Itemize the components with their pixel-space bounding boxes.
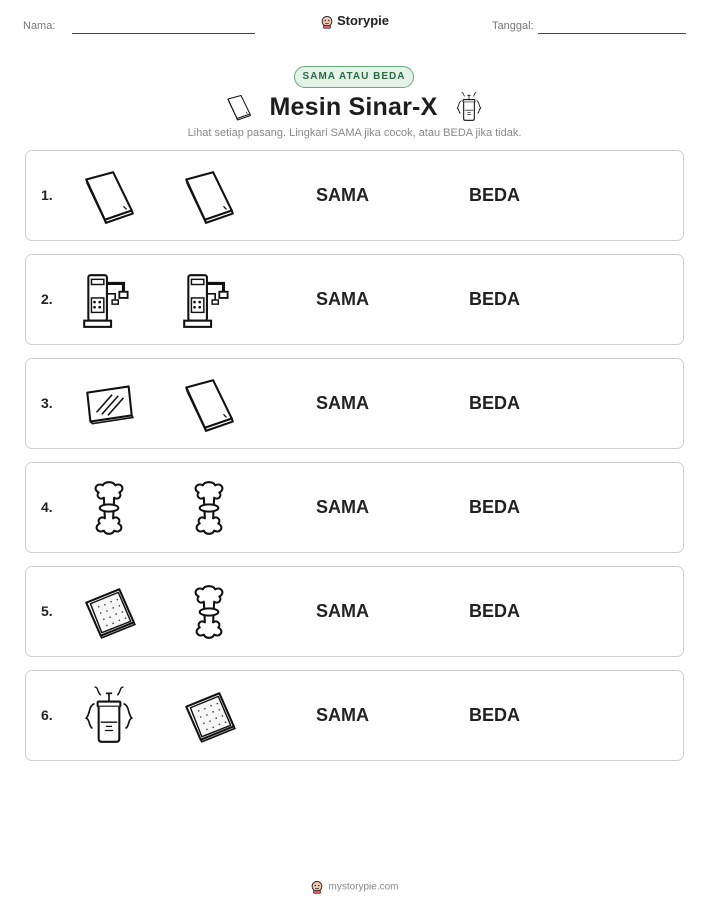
question-number: 2. bbox=[41, 291, 53, 307]
same-option[interactable]: SAMA bbox=[316, 393, 369, 413]
question-number: 4. bbox=[41, 499, 53, 515]
xray-film-icon bbox=[78, 581, 140, 643]
jar-icon bbox=[453, 91, 485, 123]
different-option[interactable]: BEDA bbox=[469, 601, 521, 621]
bone-icon bbox=[78, 477, 140, 539]
different-option[interactable]: BEDA bbox=[469, 393, 521, 413]
page-title: Mesin Sinar-X bbox=[269, 92, 438, 121]
right-picture bbox=[178, 269, 240, 331]
footer-url[interactable]: mystorypie.com bbox=[328, 881, 399, 893]
question-number: 5. bbox=[41, 603, 53, 619]
brand bbox=[0, 13, 709, 29]
same-option[interactable]: SAMA bbox=[316, 185, 369, 205]
question-row-3 bbox=[25, 358, 684, 449]
question-row-4 bbox=[25, 462, 684, 553]
bone-icon bbox=[178, 477, 240, 539]
brand-name: Storypie bbox=[336, 13, 389, 28]
different-option[interactable]: BEDA bbox=[469, 289, 521, 309]
different-option[interactable]: BEDA bbox=[469, 185, 521, 205]
left-picture bbox=[78, 373, 140, 435]
right-picture bbox=[178, 165, 240, 227]
book-icon bbox=[224, 92, 254, 122]
jar-icon bbox=[78, 685, 140, 747]
right-picture bbox=[178, 373, 240, 435]
same-option[interactable]: SAMA bbox=[316, 601, 369, 621]
date-field[interactable] bbox=[538, 33, 686, 34]
book-icon bbox=[78, 165, 140, 227]
question-row-1 bbox=[25, 150, 684, 241]
xray-machine-icon bbox=[78, 269, 140, 331]
date-label: Tanggal: bbox=[492, 20, 534, 32]
different-option[interactable]: BEDA bbox=[469, 705, 521, 725]
question-row-5 bbox=[25, 566, 684, 657]
same-option[interactable]: SAMA bbox=[316, 705, 369, 725]
question-row-6 bbox=[25, 670, 684, 761]
left-picture bbox=[78, 477, 140, 539]
footer bbox=[0, 880, 709, 894]
name-field[interactable] bbox=[72, 33, 255, 34]
brand-logo-icon bbox=[310, 880, 324, 894]
right-picture bbox=[178, 685, 240, 747]
left-picture bbox=[78, 165, 140, 227]
question-number: 1. bbox=[41, 187, 53, 203]
left-picture bbox=[78, 581, 140, 643]
xray-film-icon bbox=[178, 685, 240, 747]
right-picture bbox=[178, 581, 240, 643]
book-icon bbox=[178, 165, 240, 227]
left-picture bbox=[78, 269, 140, 331]
xray-machine-icon bbox=[178, 269, 240, 331]
category-badge: SAMA ATAU BEDA bbox=[294, 66, 414, 88]
different-option[interactable]: BEDA bbox=[469, 497, 521, 517]
question-number: 3. bbox=[41, 395, 53, 411]
instructions: Lihat setiap pasang. Lingkari SAMA jika cocok, atau BEDA jika tidak. bbox=[187, 127, 522, 139]
right-picture bbox=[178, 477, 240, 539]
question-row-2 bbox=[25, 254, 684, 345]
same-option[interactable]: SAMA bbox=[316, 497, 369, 517]
same-option[interactable]: SAMA bbox=[316, 289, 369, 309]
question-number: 6. bbox=[41, 707, 53, 723]
bone-icon bbox=[178, 581, 240, 643]
title-row bbox=[0, 90, 709, 124]
left-picture bbox=[78, 685, 140, 747]
name-label: Nama: bbox=[23, 20, 56, 32]
brand-logo-icon bbox=[320, 15, 334, 29]
glass-plate-icon bbox=[78, 373, 140, 435]
book-icon bbox=[178, 373, 240, 435]
